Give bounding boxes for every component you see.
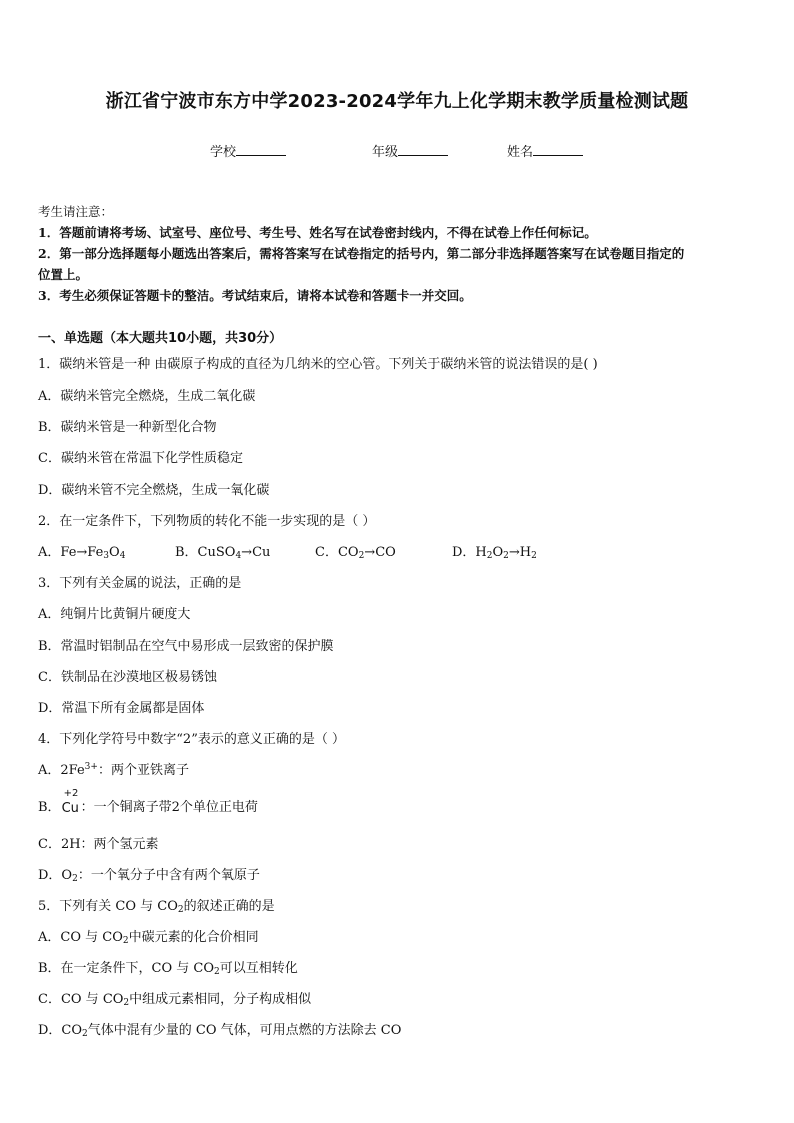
q5-option-c: C．CO 与 $CO_2$中组成元素相同，分子构成相似: [38, 992, 312, 1008]
student-info-row: [0, 141, 794, 161]
exam-title: 浙江省宁波市东方中学2023-2024学年九上化学期末教学质量检测试题: [105, 91, 689, 112]
q2-option-a: A．$Fe\to Fe_3O_4$: [38, 545, 126, 561]
section-heading: 一、单选题（本大题共10小题，共30分）: [38, 331, 283, 346]
school-label: 学校: [210, 145, 237, 160]
q5-option-d: D．$CO_2$气体中混有少量的 CO 气体，可用点燃的方法除去 CO: [38, 1023, 402, 1039]
name-label: 姓名: [507, 145, 534, 160]
q1-option-d: D．碳纳米管不完全燃烧，生成一氧化碳: [38, 483, 270, 498]
valence-symbol: +2 Cu: [61, 788, 79, 816]
notice-item-2: 2．第一部分选择题每小题选出答案后，需将答案写在试卷指定的括号内，第二部分非选择题答案写在试卷题目指定的: [38, 246, 685, 261]
grade-label: 年级: [372, 145, 399, 160]
q5-option-a: A．CO 与 $CO_2$中碳元素的化合价相同: [38, 930, 259, 946]
q1-stem: 1．碳纳米管是一种 由碳原子构成的直径为几纳米的空心管。下列关于碳纳米管的说法错误的是( ): [38, 357, 598, 372]
q4-stem: 4．下列化学符号中数字“2”表示的意义正确的是（ ）: [38, 732, 345, 747]
grade-field: [372, 141, 448, 160]
notice-item-2-cont: 位置上。: [38, 267, 89, 282]
name-field: [507, 141, 583, 160]
school-blank: [236, 143, 286, 156]
q1-option-b: B．碳纳米管是一种新型化合物: [38, 420, 217, 435]
q2-options: [38, 541, 758, 561]
q2-stem: 2．在一定条件下，下列物质的转化不能一步实现的是（ ）: [38, 514, 376, 529]
q4-option-b: B． +2 Cu ：一个铜离子带2个单位正电荷: [38, 788, 258, 816]
q5-option-b: B．在一定条件下，CO 与 $CO_2$可以互相转化: [38, 961, 298, 977]
q1-option-a: A．碳纳米管完全燃烧，生成二氧化碳: [38, 389, 256, 404]
q1-option-c: C．碳纳米管在常温下化学性质稳定: [38, 451, 243, 466]
q4-option-d: D．$O_2$：一个氧分子中含有两个氧原子: [38, 868, 260, 884]
q3-option-c: C．铁制品在沙漠地区极易锈蚀: [38, 670, 217, 685]
exam-notice: [38, 201, 758, 306]
q3-option-d: D．常温下所有金属都是固体: [38, 701, 205, 716]
q3-option-b: B．常温时铝制品在空气中易形成一层致密的保护膜: [38, 639, 334, 654]
q2-option-b: B．CuSO$_4$→Cu: [175, 545, 271, 561]
notice-item-1: 1．答题前请将考场、试室号、座位号、考生号、姓名写在试卷密封线内，不得在试卷上作任何标记。: [38, 225, 597, 240]
notice-heading: 考生请注意：: [38, 204, 114, 219]
school-field: [210, 141, 286, 160]
q4-option-c: C．2H：两个氢元素: [38, 837, 159, 852]
name-blank: [533, 143, 583, 156]
q3-stem: 3．下列有关金属的说法，正确的是: [38, 576, 242, 591]
q3-option-a: A．纯铜片比黄铜片硬度大: [38, 607, 191, 622]
grade-blank: [398, 143, 448, 156]
q4-option-a: A．$2Fe^{3+}$：两个亚铁离子: [38, 762, 189, 778]
q2-option-c: C．$CO_2\to CO$: [315, 545, 396, 561]
q2-option-d: D．$H_2O_2\to H_2$: [452, 545, 537, 561]
notice-item-3: 3．考生必须保证答题卡的整洁。考试结束后，请将本试卷和答题卡一并交回。: [38, 288, 472, 303]
q5-stem: 5．下列有关 CO 与 $CO_2$的叙述正确的是: [38, 899, 275, 915]
